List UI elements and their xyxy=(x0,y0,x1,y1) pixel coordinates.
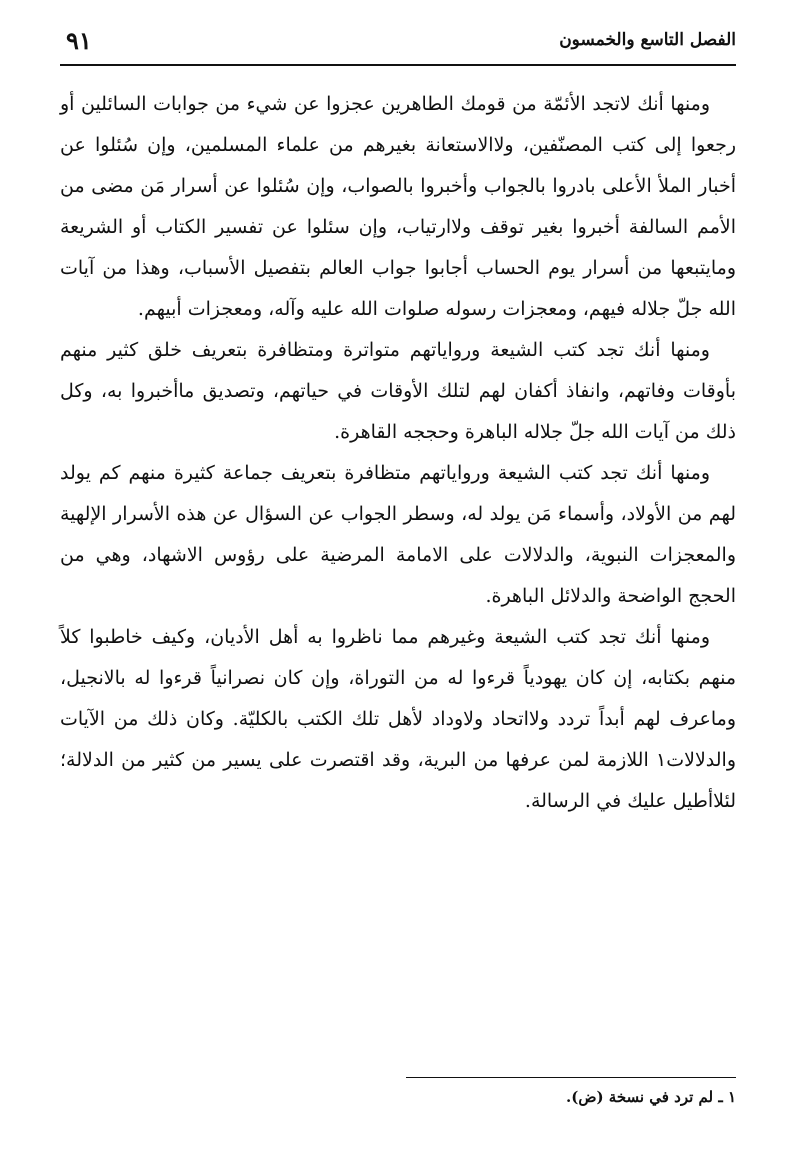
paragraph: ومنها أنك لاتجد الأئمّة من قومك الطاهرين عجزوا عن شيء من جوابات السائلين أو رجعوا إلى كتب المصنّفين، ولاالاستعانة بغيرهم من علماء المسلمين، وإن سُئلوا عن أخبار الملأ الأعلى بادروا بالجواب وأخبروا بالصواب، وإن سُئلوا عن أسرار مَن مضى من الأمم السالفة أخبروا بغير توقف ولاارتياب، وإن سئلوا عن تفسير الكتاب أو الشريعة ومايتبعها من أسرار يوم الحساب أجابوا جواب العالم بتفصيل الأسباب، وهذا من آيات الله جلّ جلاله فيهم، ومعجزات رسوله صلوات الله عليه وآله، ومعجزات أبيهم. xyxy=(60,93,736,320)
page-number: ٩١ xyxy=(66,26,92,55)
chapter-title: الفصل التاسع والخمسون xyxy=(559,30,736,50)
body-text xyxy=(60,84,736,822)
header-divider xyxy=(60,64,736,66)
paragraph: ومنها أنك تجد كتب الشيعة ورواياتهم متظافرة بتعريف جماعة كثيرة منهم كم يولد لهم من الأولاد، وأسماء مَن يولد له، وسطر الجواب عن السؤال عن هذه الأسرار الإلهية والمعجزات النبوية، والدلالات على الامامة المرضية على رؤوس الاشهاد، وهي من الحجج الواضحة والدلائل الباهرة. xyxy=(60,462,736,607)
footnote: ١ ـ لم ترد في نسخة (ض). xyxy=(566,1088,736,1106)
paragraph: ومنها أنك تجد كتب الشيعة وغيرهم مما ناظروا به أهل الأديان، وكيف خاطبوا كلاً منهم بكتابه، إن كان يهودياً قرءوا له من التوراة، وإن كان نصرانياً قرءوا له بالانجيل، وماعرف لهم أبداً تردد ولااتحاد ولاوداد لأهل تلك الكتب بالكليّة. وكان ذلك من الآيات والدلالات١ اللازمة لمن عرفها من البرية، وقد اقتصرت على يسير من كثير من الدلالة؛ لئلاأطيل عليك في الرسالة. xyxy=(60,626,736,812)
footnote-divider xyxy=(406,1077,736,1078)
paragraph: ومنها أنك تجد كتب الشيعة ورواياتهم متواترة ومتظافرة بتعريف خلق كثير منهم بأوقات وفاتهم، وانفاذ أكفان لهم لتلك الأوقات في حياتهم، وتصديق ماأخبروا به، وكل ذلك من آيات الله جلّ جلاله الباهرة وحججه القاهرة. xyxy=(60,339,736,443)
page-header xyxy=(60,22,736,62)
